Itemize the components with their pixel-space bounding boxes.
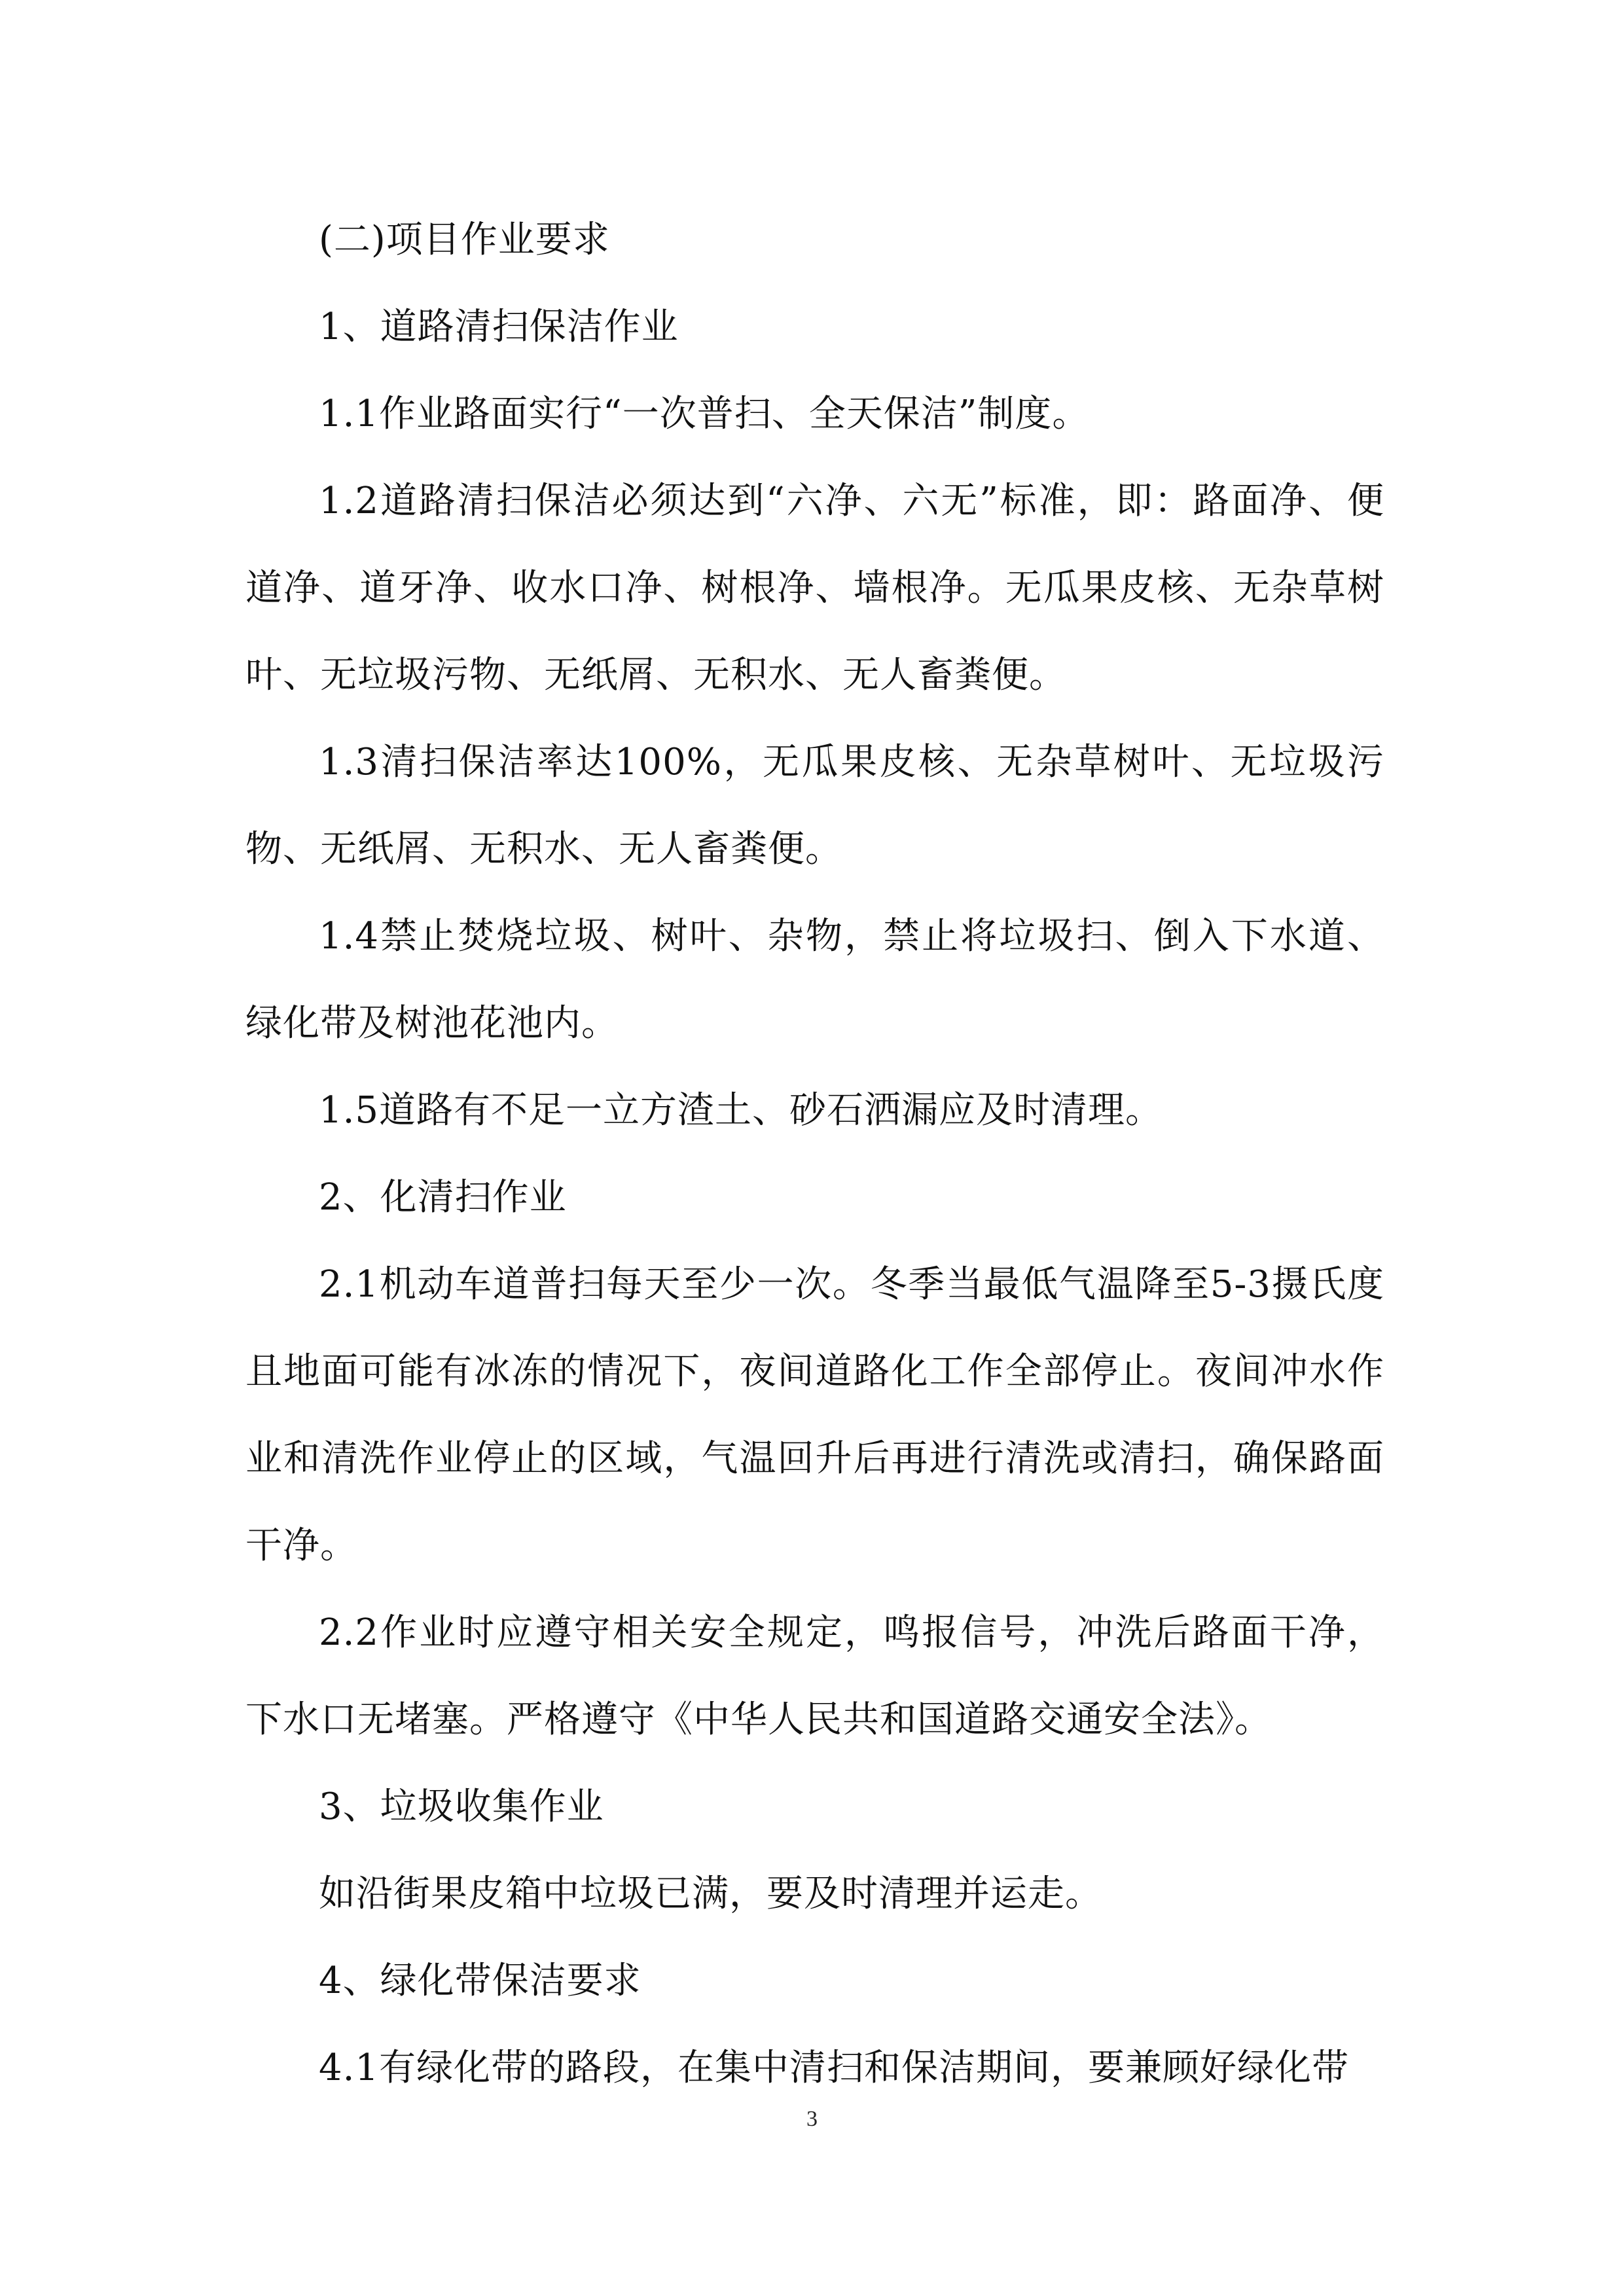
subsection-heading: 4、绿化带保洁要求 [319,1960,641,2002]
page-number: 3 [806,2107,818,2131]
document-body [245,196,1384,2111]
subsection-heading: 3、垃圾收集作业 [319,1785,604,1828]
paragraph: 4.1有绿化带的路段，在集中清扫和保洁期间，要兼顾好绿化带 [319,2047,1350,2089]
paragraph: 2.2作业时应遵守相关安全规定，鸣报信号，冲洗后路面干净，下水口无堵塞。严格遵守《中华人民共和国道路交通安全法》。 [245,1611,1384,1741]
paragraph: 1.1作业路面实行“一次普扫、全天保洁”制度。 [319,393,1090,435]
paragraph: 1.2道路清扫保洁必须达到“六净、六无”标准，即：路面净、便道净、道牙净、收水口净、树根净、墙根净。无瓜果皮核、无杂草树叶、无垃圾污物、无纸屑、无积水、无人畜粪便。 [245,480,1384,696]
paragraph: 1.4禁止焚烧垃圾、树叶、杂物，禁止将垃圾扫、倒入下水道、绿化带及树池花池内。 [245,915,1384,1045]
paragraph: 2.1机动车道普扫每天至少一次。冬季当最低气温降至5-3摄氏度且地面可能有冰冻的情况下，夜间道路化工作全部停止。夜间冲水作业和清洗作业停止的区域，气温回升后再进行清洗或清扫，确保路面干净。 [245,1263,1384,1567]
paragraph: 1.3清扫保洁率达100%，无瓜果皮核、无杂草树叶、无垃圾污物、无纸屑、无积水、无人畜粪便。 [245,741,1384,870]
paragraph: 如沿街果皮箱中垃圾已满，要及时清理并运走。 [319,1873,1102,1915]
subsection-heading: 2、化清扫作业 [319,1176,567,1219]
paragraph: 1.5道路有不足一立方渣土、砂石洒漏应及时清理。 [319,1089,1163,1132]
subsection-heading: 1、道路清扫保洁作业 [319,306,679,348]
section-heading: (二)项目作业要求 [319,219,610,261]
